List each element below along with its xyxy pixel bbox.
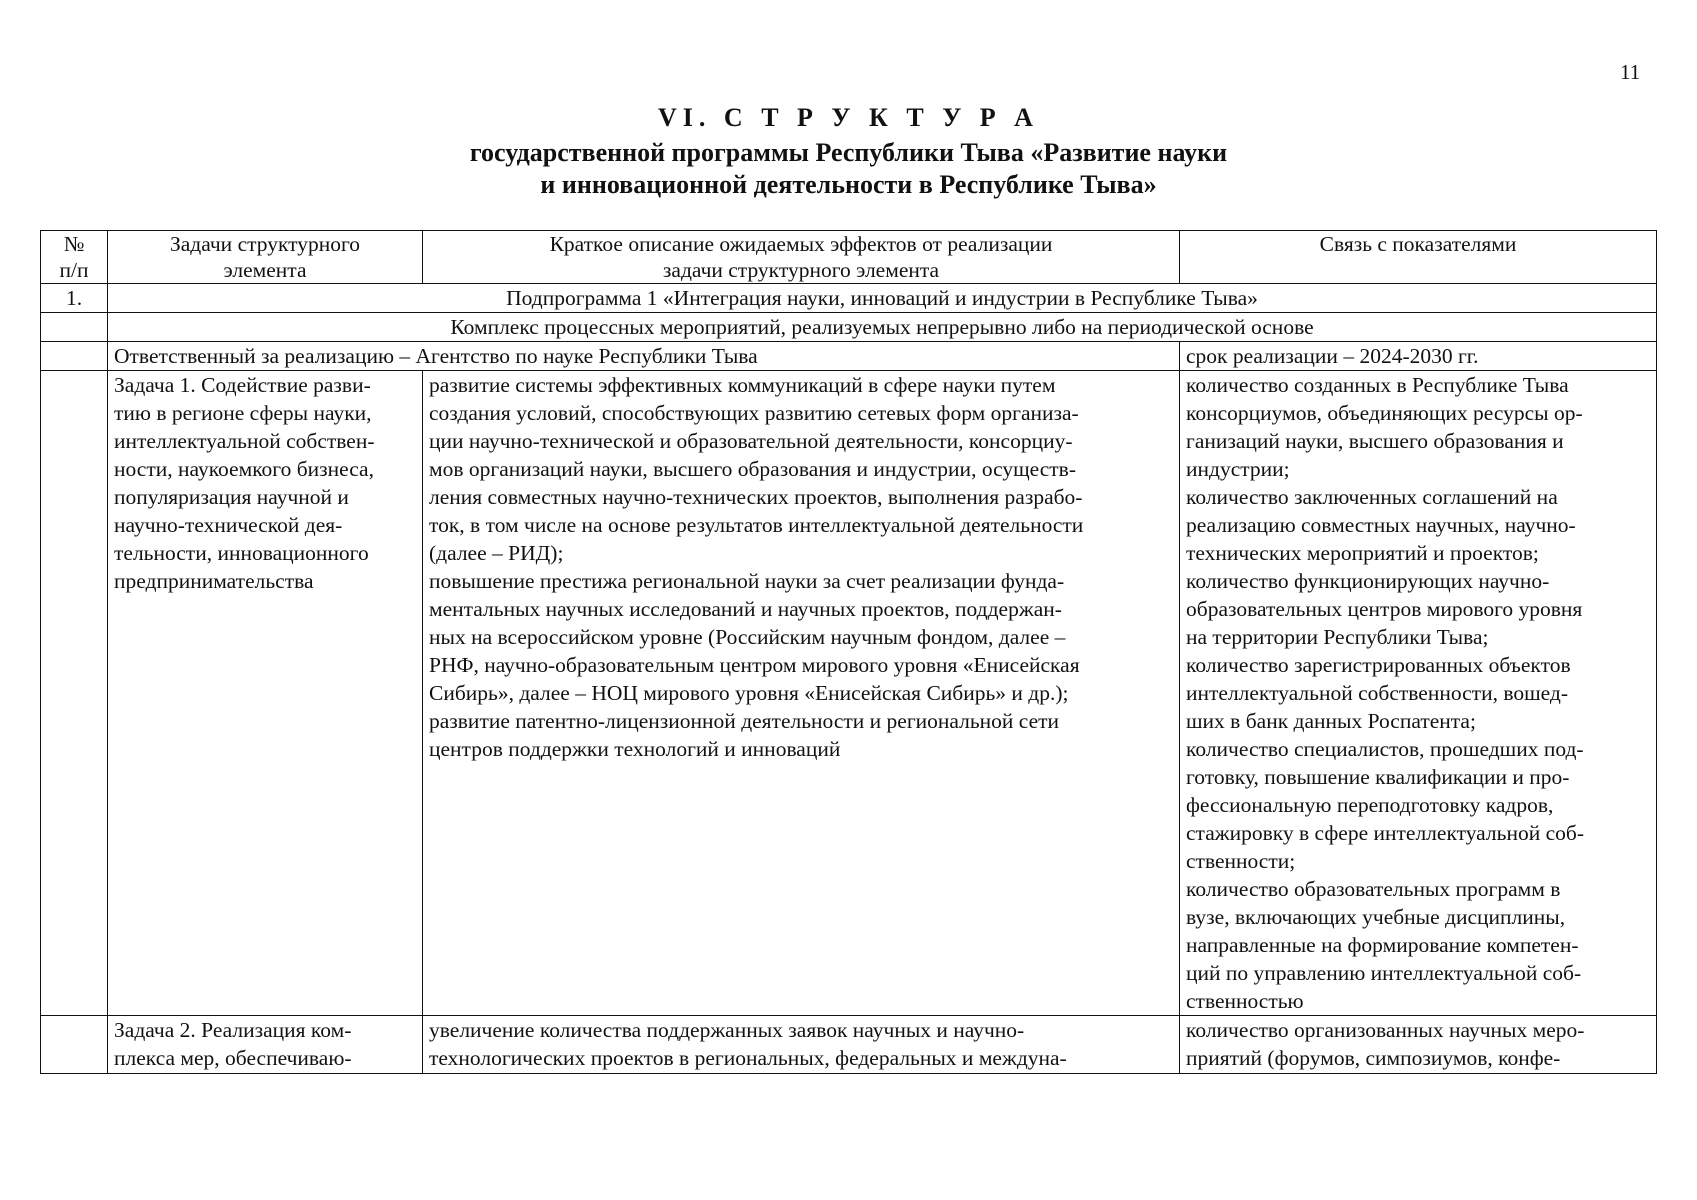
- task-2-row: [41, 1016, 1657, 1074]
- text-line: плекса мер, обеспечиваю-: [114, 1046, 352, 1070]
- task-2-lines: [114, 1016, 416, 1072]
- text-line: ных на всероссийском уровне (Российским научным фондом, далее –: [429, 625, 1066, 649]
- task-1-indicators-lines: [1186, 371, 1650, 1015]
- task-2-indicators-lines: [1186, 1016, 1650, 1072]
- text-line: количество созданных в Республике Тыва: [1186, 373, 1569, 397]
- text-line: РНФ, научно-образовательным центром мирового уровня «Енисейская: [429, 653, 1080, 677]
- text-line: ментальных научных исследований и научных проектов, поддержан-: [429, 597, 1062, 621]
- text-line: стажировку в сфере интеллектуальной соб-: [1186, 821, 1584, 845]
- text-line: тию в регионе сферы науки,: [114, 401, 372, 425]
- program-title-line-1: государственной программы Республики Тыва «Развитие науки: [469, 138, 1228, 167]
- text-line: тельности, инновационного: [114, 541, 369, 565]
- task-2-effects-lines: [429, 1016, 1173, 1072]
- subprogram-row: [41, 284, 1657, 313]
- task-1-effects-lines: [429, 371, 1173, 763]
- text-line: развитие системы эффективных коммуникаций в сфере науки путем: [429, 373, 1056, 397]
- text-line: ности, наукоемкого бизнеса,: [114, 457, 374, 481]
- text-line: количество организованных научных меро-: [1186, 1018, 1585, 1042]
- complex-row: [41, 313, 1657, 342]
- text-line: Задача 2. Реализация ком-: [114, 1018, 352, 1042]
- header-effects: Краткое описание ожидаемых эффектов от реализации задачи структурного элемента: [423, 231, 1180, 284]
- text-line: индустрии;: [1186, 457, 1290, 481]
- text-line: центров поддержки технологий и инноваций: [429, 737, 841, 761]
- text-line: технических мероприятий и проектов;: [1186, 541, 1539, 565]
- text-line: ственностью: [1186, 989, 1304, 1013]
- task-1-lines: [114, 371, 416, 595]
- structure-table: [40, 230, 1657, 1074]
- subprogram-title: Подпрограмма 1 «Интеграция науки, инноваций и индустрии в Республике Тыва»: [108, 284, 1657, 313]
- task-1-row: [41, 371, 1657, 1016]
- text-line: фессиональную переподготовку кадров,: [1186, 793, 1554, 817]
- text-line: ток, в том числе на основе результатов интеллектуальной деятельности: [429, 513, 1084, 537]
- text-line: количество функционирующих научно-: [1186, 569, 1550, 593]
- text-line: ления совместных научно-технических проектов, выполнения разрабо-: [429, 485, 1083, 509]
- program-title-line-2: и инновационной деятельности в Республике Тыва»: [540, 170, 1157, 199]
- text-line: технологических проектов в региональных, федеральных и междуна-: [429, 1046, 1067, 1070]
- text-line: вузе, включающих учебные дисциплины,: [1186, 905, 1566, 929]
- text-line: мов организаций науки, высшего образования и индустрии, осуществ-: [429, 457, 1076, 481]
- text-line: популяризация научной и: [114, 485, 349, 509]
- text-line: создания условий, способствующих развитию сетевых форм организа-: [429, 401, 1079, 425]
- text-line: развитие патентно-лицензионной деятельности и региональной сети: [429, 709, 1060, 733]
- text-line: направленные на формирование компетен-: [1186, 933, 1579, 957]
- text-line: количество зарегистрированных объектов: [1186, 653, 1571, 677]
- text-line: повышение престижа региональной науки за счет реализации фунда-: [429, 569, 1065, 593]
- complex-title: Комплекс процессных мероприятий, реализуемых непрерывно либо на периодической основе: [108, 313, 1657, 342]
- responsible-text: Ответственный за реализацию – Агентство по науке Республики Тыва: [108, 342, 1180, 371]
- row-number: 1.: [41, 284, 108, 313]
- text-line: на территории Республики Тыва;: [1186, 625, 1489, 649]
- text-line: приятий (форумов, симпозиумов, конфе-: [1186, 1046, 1561, 1070]
- task-1-description: [108, 371, 423, 1016]
- text-line: предпринимательства: [114, 569, 314, 593]
- text-line: количество специалистов, прошедших под-: [1186, 737, 1584, 761]
- task-2-description: [108, 1016, 423, 1074]
- header-tasks: Задачи структурного элемента: [108, 231, 423, 284]
- text-line: увеличение количества поддержанных заявок научных и научно-: [429, 1018, 1025, 1042]
- text-line: ственности;: [1186, 849, 1296, 873]
- responsible-row: [41, 342, 1657, 371]
- text-line: готовку, повышение квалификации и про-: [1186, 765, 1570, 789]
- task-1-effects: [423, 371, 1180, 1016]
- task-2-indicators: [1180, 1016, 1657, 1074]
- empty-cell: [41, 342, 108, 371]
- text-line: Задача 1. Содействие разви-: [114, 373, 371, 397]
- header-number: № п/п: [41, 231, 108, 284]
- text-line: интеллектуальной собственности, вошед-: [1186, 681, 1568, 705]
- text-line: интеллектуальной собствен-: [114, 429, 375, 453]
- text-line: количество образовательных программ в: [1186, 877, 1561, 901]
- empty-cell: [41, 371, 108, 1016]
- header-indicators: Связь с показателями: [1180, 231, 1657, 284]
- text-line: консорциумов, объединяющих ресурсы ор-: [1186, 401, 1583, 425]
- section-title: VI. С Т Р У К Т У Р А: [658, 103, 1039, 132]
- text-line: научно-технической дея-: [114, 513, 343, 537]
- text-line: ганизаций науки, высшего образования и: [1186, 429, 1564, 453]
- task-2-effects: [423, 1016, 1180, 1074]
- empty-cell: [41, 313, 108, 342]
- empty-cell: [41, 1016, 108, 1074]
- table-header-row: [41, 231, 1657, 284]
- text-line: ших в банк данных Роспатента;: [1186, 709, 1476, 733]
- text-line: ций по управлению интеллектуальной соб-: [1186, 961, 1582, 985]
- text-line: образовательных центров мирового уровня: [1186, 597, 1583, 621]
- text-line: количество заключенных соглашений на: [1186, 485, 1558, 509]
- page-number: 11: [1620, 60, 1641, 84]
- term-text: срок реализации – 2024-2030 гг.: [1180, 342, 1657, 371]
- text-line: Сибирь», далее – НОЦ мирового уровня «Енисейская Сибирь» и др.);: [429, 681, 1069, 705]
- text-line: ции научно-технической и образовательной деятельности, консорциу-: [429, 429, 1073, 453]
- text-line: реализацию совместных научных, научно-: [1186, 513, 1576, 537]
- text-line: (далее – РИД);: [429, 541, 564, 565]
- task-1-indicators: [1180, 371, 1657, 1016]
